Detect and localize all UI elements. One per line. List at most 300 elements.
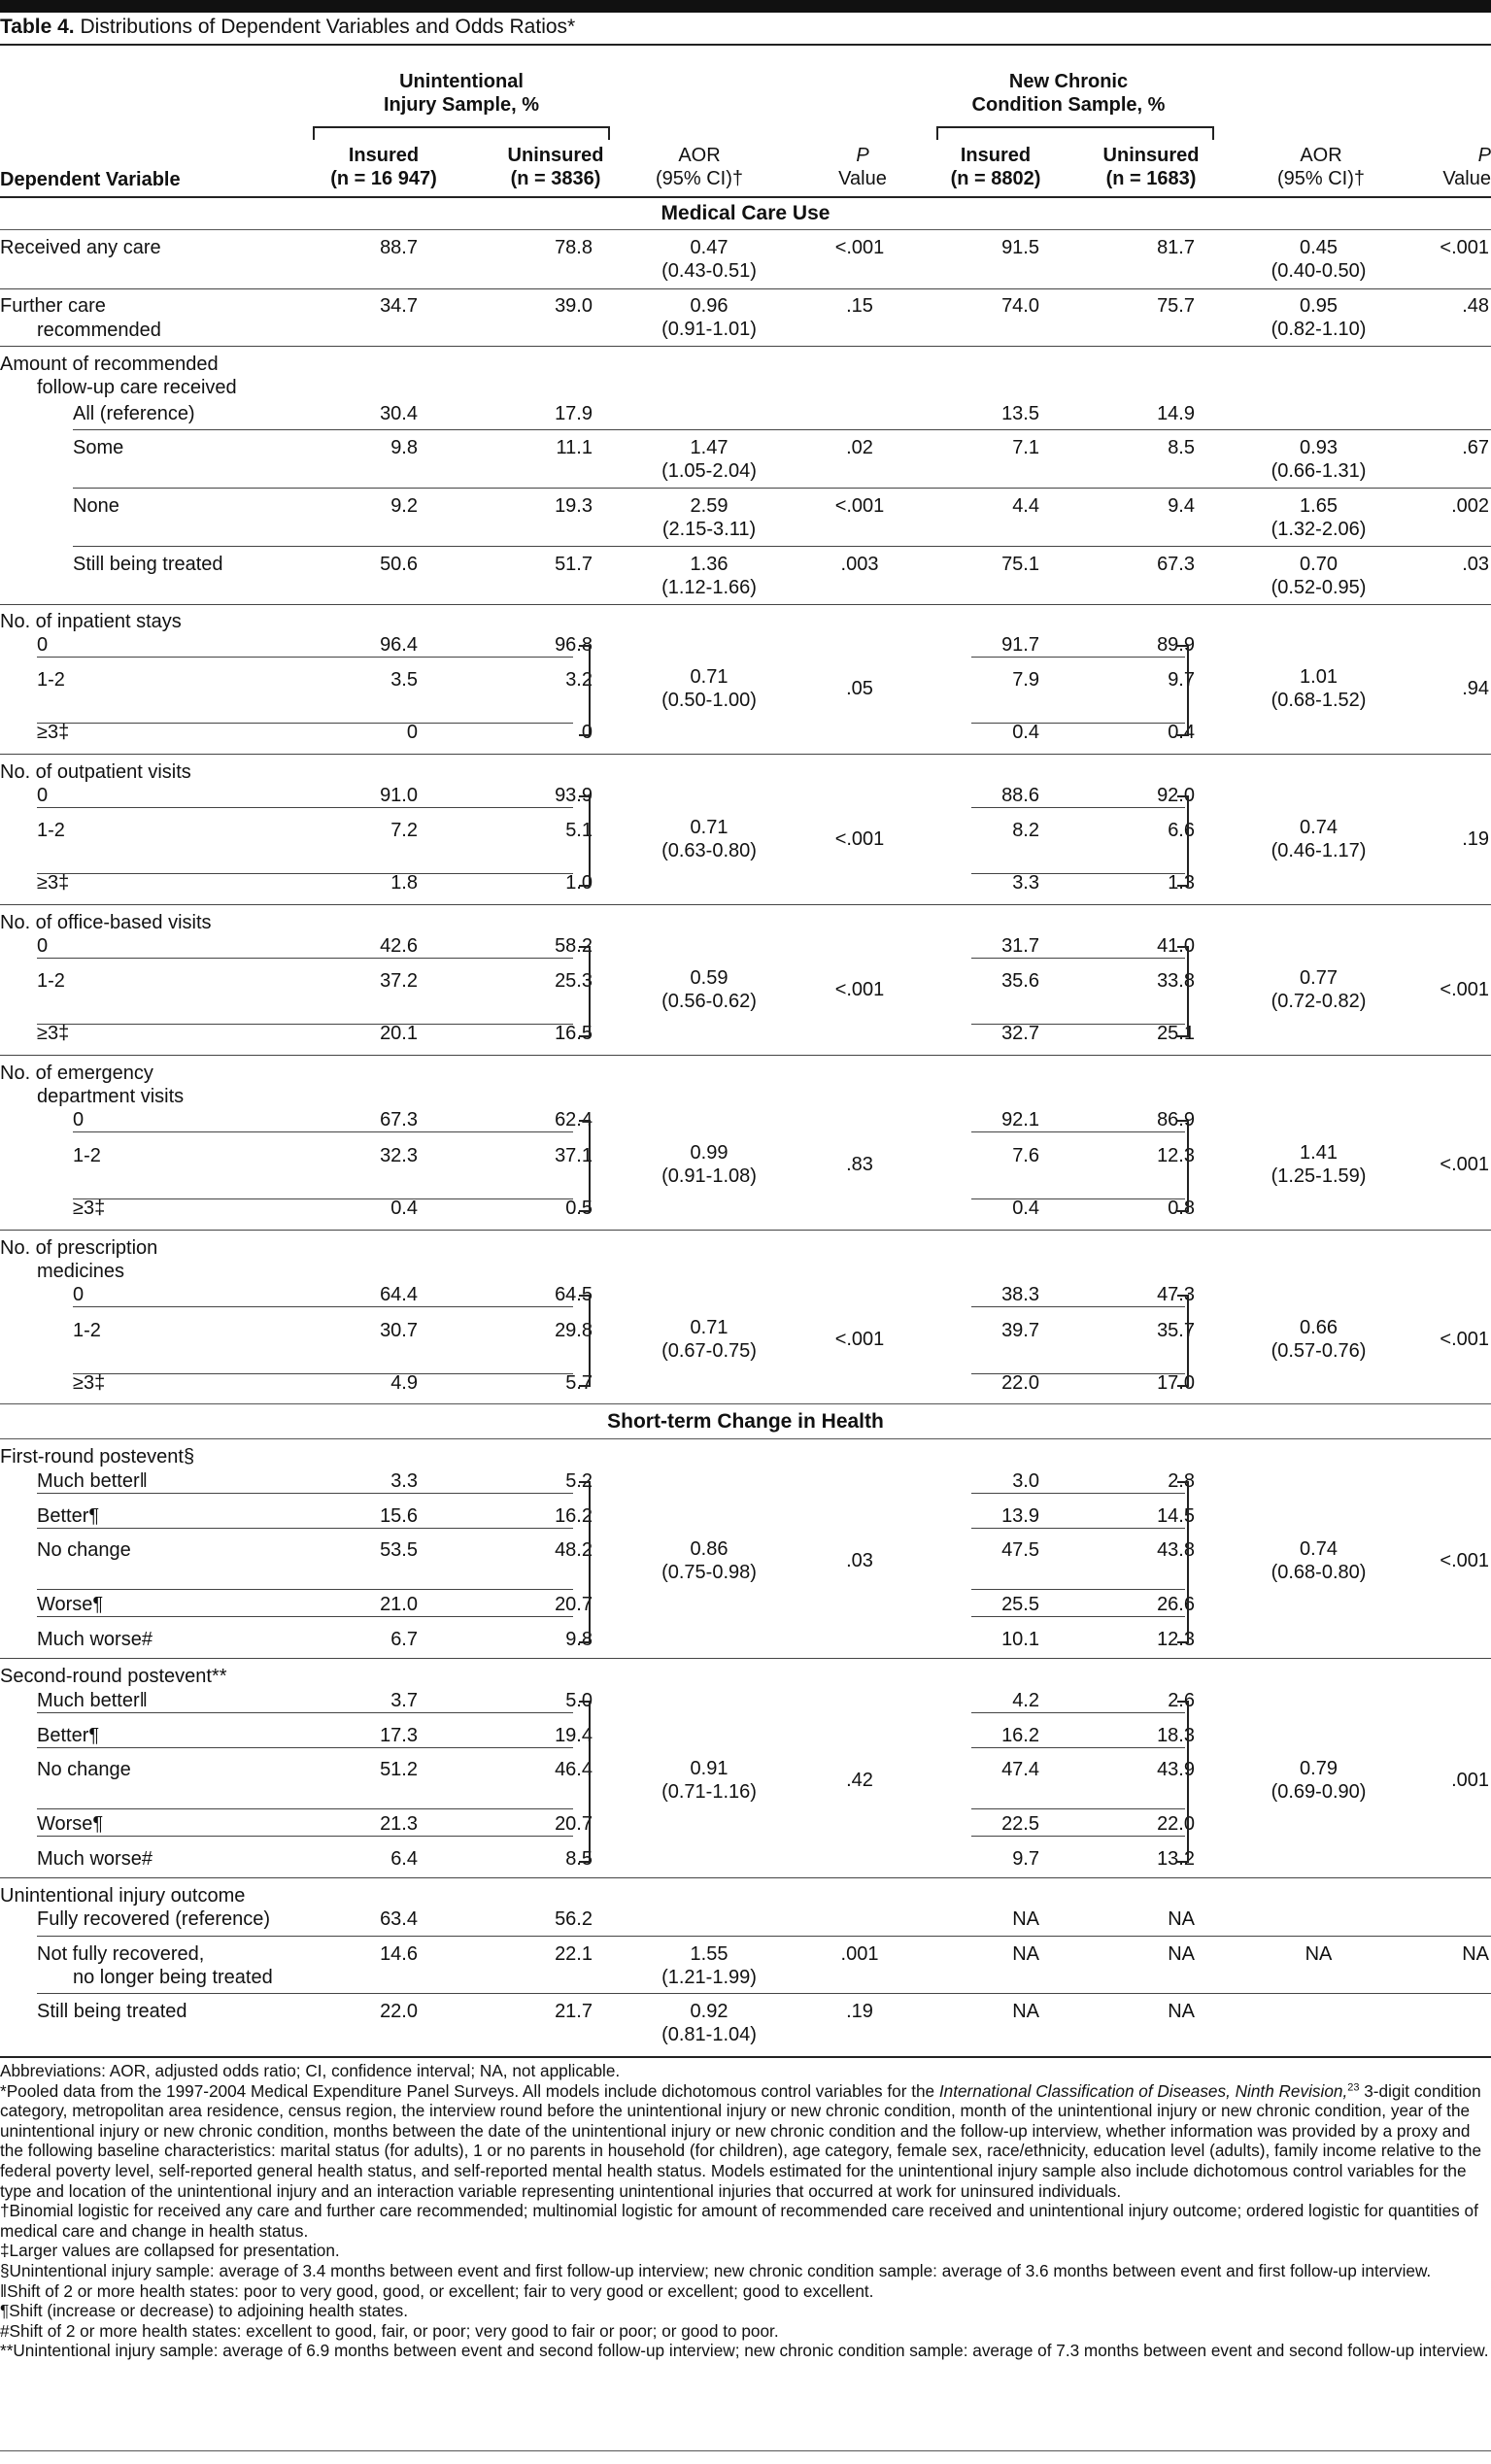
section-health: Short-term Change in Health xyxy=(607,1410,884,1433)
ins2-cell: NA xyxy=(1012,1943,1039,1965)
ci-value: (0.91-1.01) xyxy=(661,319,757,340)
category-label-c12: 1-2 xyxy=(73,1145,101,1166)
group-bracket xyxy=(579,1120,591,1212)
unins-cell: 1.0 xyxy=(565,872,593,894)
ci-value: (0.50-1.00) xyxy=(661,690,757,711)
unins2-cell: 9.7 xyxy=(1168,669,1195,691)
group-bracket-nc xyxy=(1177,1295,1189,1387)
category-label-c0: 0 xyxy=(37,785,49,806)
row-label-further-care: Further care xyxy=(0,295,106,317)
p-nc-header: P Value xyxy=(1442,145,1491,189)
section-rule xyxy=(0,229,1491,230)
category-label-better: Better¶ xyxy=(37,1505,100,1527)
footnote-parallel: ‖Shift of 2 or more health states: poor to very good, good, or excellent; fair to very good or excellent; good to excellent. xyxy=(0,2280,874,2301)
unins2-cell: 41.0 xyxy=(1157,935,1195,957)
category-label-no_change: No change xyxy=(37,1539,131,1561)
category-rule xyxy=(37,1589,573,1590)
row-rule xyxy=(0,1658,1491,1659)
category-rule xyxy=(37,1493,573,1494)
ins-cell: 20.1 xyxy=(380,1023,418,1044)
category-rule xyxy=(73,1373,573,1374)
category-rule xyxy=(37,1747,573,1748)
ins2-cell: 88.6 xyxy=(1001,785,1039,806)
category-label-c12: 1-2 xyxy=(37,820,65,841)
unins2-cell: 13.2 xyxy=(1157,1848,1195,1870)
p-cell: .02 xyxy=(846,437,873,458)
footnote-dagger: †Binomial logistic for received any care and further care recommended; multinomial logistic for amount of recommended care received and unintentional injury outcome; ordered logistic for quantities of medical care and change in health status. xyxy=(0,2201,1478,2241)
ci-value: (0.67-0.75) xyxy=(661,1340,757,1362)
aor-cell xyxy=(641,1141,777,1188)
category-rule xyxy=(73,1306,573,1307)
category-label-c3: ≥3‡ xyxy=(73,1372,106,1394)
aor2-cell xyxy=(1248,1316,1389,1363)
unins-cell: 19.4 xyxy=(555,1725,593,1746)
ci-value: (0.81-1.04) xyxy=(661,2024,757,2045)
aor-value: 0.95 xyxy=(1300,295,1338,317)
row-label-some: Some xyxy=(73,437,124,458)
ins2-cell: 9.7 xyxy=(1012,1848,1039,1870)
aor-value: 2.59 xyxy=(690,495,729,517)
ci-value: (0.56-0.62) xyxy=(661,991,757,1012)
ins-cell: 21.0 xyxy=(380,1594,418,1615)
category-rule xyxy=(971,1712,1185,1713)
ins-cell: 3.7 xyxy=(390,1690,418,1711)
row-label-notfully: Not fully recovered, xyxy=(37,1943,205,1965)
aor-cell xyxy=(641,294,777,341)
group-title-ed1: No. of emergency xyxy=(0,1063,153,1084)
ins-cell: 34.7 xyxy=(380,295,418,317)
category-rule xyxy=(37,1712,573,1713)
aor-cell xyxy=(641,436,777,483)
ins-cell: 37.2 xyxy=(380,970,418,992)
aor-value: 0.71 xyxy=(690,666,729,688)
unins-cell: 48.2 xyxy=(555,1539,593,1561)
category-rule xyxy=(971,657,1185,658)
section-rule-3 xyxy=(0,1438,1491,1439)
category-label-much_better: Much better‖ xyxy=(37,1690,148,1711)
unins2-cell: 14.5 xyxy=(1157,1505,1195,1527)
ins-cell: 22.0 xyxy=(380,2001,418,2022)
category-label-c12: 1-2 xyxy=(37,669,65,691)
aor2-cell xyxy=(1248,665,1389,712)
ins-cell: 7.2 xyxy=(390,820,418,841)
group-bracket-nc xyxy=(1177,645,1189,736)
unins2-cell: 26.6 xyxy=(1157,1594,1195,1615)
footnote-hash: #Shift of 2 or more health states: excellent to good, fair, or poor; very good to fair or poor; or good to poor. xyxy=(0,2320,779,2341)
aor-value: 1.55 xyxy=(690,1943,729,1965)
category-label-much_better: Much better‖ xyxy=(37,1470,148,1492)
footnote-section: §Unintentional injury sample: average of 3.4 months between event and first follow-up interview; new chronic condition sample: average of 3.6 months between event and first follow-up interview. xyxy=(0,2260,1432,2280)
unins-cell: 20.7 xyxy=(555,1813,593,1835)
group-bracket-nc xyxy=(1177,946,1189,1037)
aor2-cell xyxy=(1248,1141,1389,1188)
ins-cell: 30.7 xyxy=(380,1320,418,1341)
group-title-rx2: medicines xyxy=(37,1261,125,1282)
ins2-cell: 47.4 xyxy=(1001,1759,1039,1780)
footnote-pilcrow: ¶Shift (increase or decrease) to adjoining health states. xyxy=(0,2301,409,2321)
row-rule xyxy=(73,488,1491,489)
category-rule xyxy=(971,1808,1185,1809)
unins-cell: 46.4 xyxy=(555,1759,593,1780)
unins2-cell: NA xyxy=(1168,2001,1195,2022)
ins-cell: 17.3 xyxy=(380,1725,418,1746)
ci-value: (2.15-3.11) xyxy=(661,519,757,540)
ins-cell: 0 xyxy=(406,722,418,743)
p-cell: <.001 xyxy=(834,495,885,517)
unins2-cell: 43.9 xyxy=(1157,1759,1195,1780)
unins-cell: 8.5 xyxy=(565,1848,593,1870)
aor-cell xyxy=(641,966,777,1013)
aor-cell xyxy=(641,553,777,599)
group-title-rx1: No. of prescription xyxy=(0,1237,158,1259)
p-cell: <.001 xyxy=(834,828,885,850)
group-bracket-nc xyxy=(1177,795,1189,887)
unins2-cell: 12.3 xyxy=(1157,1145,1195,1166)
ins-cell: 9.2 xyxy=(390,495,418,517)
ins2-cell: 31.7 xyxy=(1001,935,1039,957)
unins-cell: 39.0 xyxy=(555,295,593,317)
footnote-abbrev: Abbreviations: AOR, adjusted odds ratio; CI, confidence interval; NA, not applicable. xyxy=(0,2061,621,2080)
row-label-none: None xyxy=(73,495,119,517)
aor-value: 0.71 xyxy=(690,817,729,838)
aor-cell xyxy=(641,1942,777,1989)
category-label-worse: Worse¶ xyxy=(37,1813,104,1835)
unins-cell: 22.1 xyxy=(555,1943,593,1965)
unins2-cell: 43.8 xyxy=(1157,1539,1195,1561)
ins2-cell: 8.2 xyxy=(1012,820,1039,841)
unins2-cell: 89.9 xyxy=(1157,634,1195,656)
ins2-cell: 75.1 xyxy=(1001,554,1039,575)
ins2-cell: 39.7 xyxy=(1001,1320,1039,1341)
group-title-first_round: First-round postevent§ xyxy=(0,1446,195,1468)
ins-cell: 9.8 xyxy=(390,437,418,458)
category-rule xyxy=(37,1836,573,1837)
unins-cell: 19.3 xyxy=(555,495,593,517)
uninsured-nc-header: Uninsured (n = 1683) xyxy=(1102,145,1200,189)
p2-cell: <.001 xyxy=(1440,979,1489,1000)
unins2-cell: 92.0 xyxy=(1157,785,1195,806)
aor-value: 0.96 xyxy=(690,295,729,317)
aor-cell xyxy=(641,1757,777,1804)
p2-cell: <.001 xyxy=(1440,1550,1489,1571)
unins2-cell: 18.3 xyxy=(1157,1725,1195,1746)
ci-value: (0.69-0.90) xyxy=(1271,1781,1367,1803)
p2-cell: .48 xyxy=(1462,295,1489,317)
row-label-any-care: Received any care xyxy=(0,237,161,258)
row-rule xyxy=(0,754,1491,755)
unins-cell: 93.9 xyxy=(555,785,593,806)
ins2-cell: 91.5 xyxy=(1001,237,1039,258)
footnotes xyxy=(0,2061,1491,2361)
insured-nc-header: Insured (n = 8802) xyxy=(950,145,1041,189)
row-label-outcome: Unintentional injury outcome xyxy=(0,1885,246,1907)
row-label-all-ref: All (reference) xyxy=(73,403,195,424)
category-label-c3: ≥3‡ xyxy=(37,722,70,743)
footnote-star: *Pooled data from the 1997-2004 Medical Expenditure Panel Surveys. All models include dichotomous control variables for the International Classification of Diseases, Ninth Revision,$^{23}$ 3-digit condition category, metropolitan area residence, census region, the interview round before the unintentional injury or new chronic condition, month of the unintentional injury or new chronic condition, year of the unintentional injury or new chronic condition, months between the date of the unintentional injury or new chronic condition and the follow-up interview, whether information was provided by a proxy and the following baseline characteristics: marital status (for adults), 1 or no parents in household (for children), age category, female sex, race/ethnicity, education level (adults), family income relative to the federal poverty level, self-reported general health status, and self-reported mental health status. Models estimated for the unintentional injury sample also include dichotomous control variables for the type and location of the unintentional injury and an interaction variable representing unintentional injuries that occurred at work for uninsured individuals. xyxy=(0,2080,1482,2201)
aor-header: AOR (95% CI)† xyxy=(655,145,744,189)
row-rule xyxy=(37,1936,1491,1937)
p2-cell: .03 xyxy=(1462,554,1489,575)
category-label-c0: 0 xyxy=(73,1284,85,1305)
aor2-cell xyxy=(1248,816,1389,862)
unins2-cell: 25.1 xyxy=(1157,1023,1195,1044)
p-cell: .42 xyxy=(846,1770,873,1791)
ins2-cell: NA xyxy=(1012,2001,1039,2022)
unins-cell: 0.5 xyxy=(565,1198,593,1219)
section-rule-2 xyxy=(0,1403,1491,1404)
aor2-cell: NA xyxy=(1305,1943,1333,1965)
p2-cell: <.001 xyxy=(1440,237,1489,258)
ins-cell: 30.4 xyxy=(380,403,418,424)
nc-group-header: New Chronic Condition Sample, % xyxy=(971,71,1166,116)
ci-value: (0.68-0.80) xyxy=(1271,1562,1367,1583)
ci-value: (1.25-1.59) xyxy=(1271,1165,1367,1187)
section-medical: Medical Care Use xyxy=(661,202,830,224)
ci-value: (0.46-1.17) xyxy=(1271,840,1367,861)
unins-cell: 3.2 xyxy=(565,669,593,691)
unins2-cell: 8.5 xyxy=(1168,437,1195,458)
ins-cell: 53.5 xyxy=(380,1539,418,1561)
unins2-cell: 0.4 xyxy=(1168,722,1195,743)
ui-group-header: Unintentional Injury Sample, % xyxy=(383,71,540,116)
group-bracket xyxy=(579,946,591,1037)
ins2-cell: 25.5 xyxy=(1001,1594,1039,1615)
table-title: Table 4. Distributions of Dependent Variables and Odds Ratios* xyxy=(0,16,576,38)
row-label-still: Still being treated xyxy=(73,554,223,575)
row-label-amount-2: follow-up care received xyxy=(37,377,237,398)
category-rule xyxy=(971,1306,1185,1307)
unins-cell: 5.7 xyxy=(565,1372,593,1394)
p2-cell: <.001 xyxy=(1440,1329,1489,1350)
unins2-cell: 47.3 xyxy=(1157,1284,1195,1305)
group-bracket-nc xyxy=(1177,1481,1189,1643)
category-rule xyxy=(37,958,573,959)
ins-cell: 3.5 xyxy=(390,669,418,691)
aor-value: 1.65 xyxy=(1300,495,1338,517)
category-rule xyxy=(971,1493,1185,1494)
ci-value: (0.52-0.95) xyxy=(1271,577,1367,598)
aor-cell xyxy=(641,236,777,283)
aor-value: 0.91 xyxy=(690,1758,729,1779)
uninsured-header: Uninsured (n = 3836) xyxy=(507,145,604,189)
unins2-cell: 12.3 xyxy=(1157,1629,1195,1650)
footnote-dstar: **Unintentional injury sample: average of 6.9 months between event and second follow-up interview; new chronic condition sample: average of 7.3 months between event and second follow-up interview. xyxy=(0,2341,1489,2361)
category-rule xyxy=(73,1131,573,1132)
unins-cell: 5.2 xyxy=(565,1470,593,1492)
category-label-worse: Worse¶ xyxy=(37,1594,104,1615)
category-rule xyxy=(37,657,573,658)
title-rule xyxy=(0,44,1491,46)
aor2-cell xyxy=(1248,294,1389,341)
category-rule xyxy=(971,807,1185,808)
aor-value: 0.45 xyxy=(1300,237,1338,258)
category-label-c3: ≥3‡ xyxy=(37,1023,70,1044)
aor-value: 0.92 xyxy=(690,2001,729,2022)
aor2-cell xyxy=(1248,494,1389,541)
aor-value: 0.66 xyxy=(1300,1317,1338,1338)
unins2-cell: 22.0 xyxy=(1157,1813,1195,1835)
aor-value: 0.77 xyxy=(1300,967,1338,989)
ins2-cell: 7.9 xyxy=(1012,669,1039,691)
aor-value: 0.47 xyxy=(690,237,729,258)
ci-value: (1.12-1.66) xyxy=(661,577,757,598)
aor-cell xyxy=(641,1316,777,1363)
group-title-outpatient: No. of outpatient visits xyxy=(0,761,191,783)
row-rule xyxy=(73,546,1491,547)
unins-cell: 0 xyxy=(581,722,593,743)
p-cell: .03 xyxy=(846,1550,873,1571)
aor-value: 1.01 xyxy=(1300,666,1338,688)
aor-value: 0.70 xyxy=(1300,554,1338,575)
row-rule xyxy=(0,288,1491,289)
aor-value: 0.74 xyxy=(1300,1538,1338,1560)
aor-value: 0.99 xyxy=(690,1142,729,1164)
ci-value: (0.40-0.50) xyxy=(1271,260,1367,282)
row-label-further-care-2: recommended xyxy=(37,320,161,341)
category-rule xyxy=(37,1616,573,1617)
top-bar xyxy=(0,0,1491,13)
ins2-cell: 13.5 xyxy=(1001,403,1039,424)
unins-cell: 37.1 xyxy=(555,1145,593,1166)
unins-cell: 56.2 xyxy=(555,1908,593,1930)
aor-value: 0.74 xyxy=(1300,817,1338,838)
category-rule xyxy=(37,807,573,808)
ci-value: (0.63-0.80) xyxy=(661,840,757,861)
unins2-cell: 17.0 xyxy=(1157,1372,1195,1394)
ins2-cell: 91.7 xyxy=(1001,634,1039,656)
aor-value: 0.59 xyxy=(690,967,729,989)
footnote-bottom-rule xyxy=(0,2450,1491,2451)
unins-cell: 64.5 xyxy=(555,1284,593,1305)
row-rule xyxy=(0,346,1491,347)
unins-cell: 58.2 xyxy=(555,935,593,957)
unins-cell: 5.0 xyxy=(565,1690,593,1711)
nc-group-bracket xyxy=(936,126,1214,140)
unins-cell: 62.4 xyxy=(555,1109,593,1131)
ci-value: (0.82-1.10) xyxy=(1271,319,1367,340)
row-rule xyxy=(0,604,1491,605)
group-bracket-nc xyxy=(1177,1701,1189,1863)
ins2-cell: 10.1 xyxy=(1001,1629,1039,1650)
ins-cell: 51.2 xyxy=(380,1759,418,1780)
ins2-cell: 92.1 xyxy=(1001,1109,1039,1131)
group-bracket xyxy=(579,795,591,887)
ins2-cell: 74.0 xyxy=(1001,295,1039,317)
ins-cell: 64.4 xyxy=(380,1284,418,1305)
row-label-notfully-2: no longer being treated xyxy=(73,1967,273,1988)
header-rule xyxy=(0,196,1491,198)
row-rule xyxy=(0,904,1491,905)
group-title-second_round: Second-round postevent** xyxy=(0,1666,227,1687)
unins2-cell: 86.9 xyxy=(1157,1109,1195,1131)
ins-cell: 88.7 xyxy=(380,237,418,258)
ins-cell: 42.6 xyxy=(380,935,418,957)
aor2-cell xyxy=(1248,966,1389,1013)
aor2-cell xyxy=(1248,1537,1389,1584)
p2-cell: .94 xyxy=(1462,678,1489,699)
ins2-cell: 4.4 xyxy=(1012,495,1039,517)
ins-cell: 50.6 xyxy=(380,554,418,575)
aor-value: 0.93 xyxy=(1300,437,1338,458)
ins-cell: 6.4 xyxy=(390,1848,418,1870)
p-cell: .05 xyxy=(846,678,873,699)
category-rule xyxy=(971,1131,1185,1132)
category-rule xyxy=(971,1616,1185,1617)
unins2-cell: 81.7 xyxy=(1157,237,1195,258)
ins2-cell: 22.0 xyxy=(1001,1372,1039,1394)
ci-value: (0.75-0.98) xyxy=(661,1562,757,1583)
category-label-c3: ≥3‡ xyxy=(73,1198,106,1219)
category-label-better: Better¶ xyxy=(37,1725,100,1746)
category-rule xyxy=(971,873,1185,874)
category-rule xyxy=(37,723,573,724)
category-rule xyxy=(73,1198,573,1199)
unins2-cell: NA xyxy=(1168,1943,1195,1965)
ins2-cell: 22.5 xyxy=(1001,1813,1039,1835)
category-rule xyxy=(971,1024,1185,1025)
aor2-cell xyxy=(1248,436,1389,483)
ins2-cell: NA xyxy=(1012,1908,1039,1930)
aor-cell xyxy=(641,665,777,712)
unins2-cell: 2.6 xyxy=(1168,1690,1195,1711)
aor-value: 0.86 xyxy=(690,1538,729,1560)
category-label-c3: ≥3‡ xyxy=(37,872,70,894)
ins-cell: 4.9 xyxy=(390,1372,418,1394)
ins-cell: 96.4 xyxy=(380,634,418,656)
unins-cell: 11.1 xyxy=(556,437,593,458)
ci-value: (0.91-1.08) xyxy=(661,1165,757,1187)
category-label-c12: 1-2 xyxy=(37,970,65,992)
unins-cell: 16.2 xyxy=(555,1505,593,1527)
ins2-cell: 32.7 xyxy=(1001,1023,1039,1044)
row-label-amount: Amount of recommended xyxy=(0,354,219,375)
p-cell: .15 xyxy=(846,295,873,317)
ins2-cell: 38.3 xyxy=(1001,1284,1039,1305)
category-rule xyxy=(971,1528,1185,1529)
unins2-cell: 0.8 xyxy=(1168,1198,1195,1219)
unins-cell: 20.7 xyxy=(555,1594,593,1615)
ci-value: (0.72-0.82) xyxy=(1271,991,1367,1012)
aor-value: 0.71 xyxy=(690,1317,729,1338)
ins2-cell: 47.5 xyxy=(1001,1539,1039,1561)
footnote-ddagger: ‡Larger values are collapsed for presentation. xyxy=(0,2241,340,2261)
row-rule xyxy=(0,1877,1491,1878)
ins-cell: 1.8 xyxy=(390,872,418,894)
unins-cell: 5.1 xyxy=(565,820,593,841)
unins-cell: 9.8 xyxy=(565,1629,593,1650)
aor2-cell xyxy=(1248,553,1389,599)
unins-cell: 29.8 xyxy=(555,1320,593,1341)
group-bracket xyxy=(579,1295,591,1387)
aor-cell xyxy=(641,494,777,541)
group-bracket-nc xyxy=(1177,1120,1189,1212)
unins-cell: 21.7 xyxy=(555,2001,593,2022)
category-rule xyxy=(971,1747,1185,1748)
ins-cell: 14.6 xyxy=(380,1943,418,1965)
insured-header: Insured (n = 16 947) xyxy=(330,145,437,189)
ci-value: (0.57-0.76) xyxy=(1271,1340,1367,1362)
row-rule xyxy=(0,1230,1491,1231)
unins2-cell: 75.7 xyxy=(1157,295,1195,317)
category-rule xyxy=(37,1528,573,1529)
ci-value: (0.66-1.31) xyxy=(1271,460,1367,482)
group-bracket xyxy=(579,645,591,736)
ins2-cell: 35.6 xyxy=(1001,970,1039,992)
ins2-cell: 0.4 xyxy=(1012,1198,1039,1219)
ins-cell: 21.3 xyxy=(380,1813,418,1835)
category-rule xyxy=(37,1024,573,1025)
p-cell: .19 xyxy=(846,2001,873,2022)
